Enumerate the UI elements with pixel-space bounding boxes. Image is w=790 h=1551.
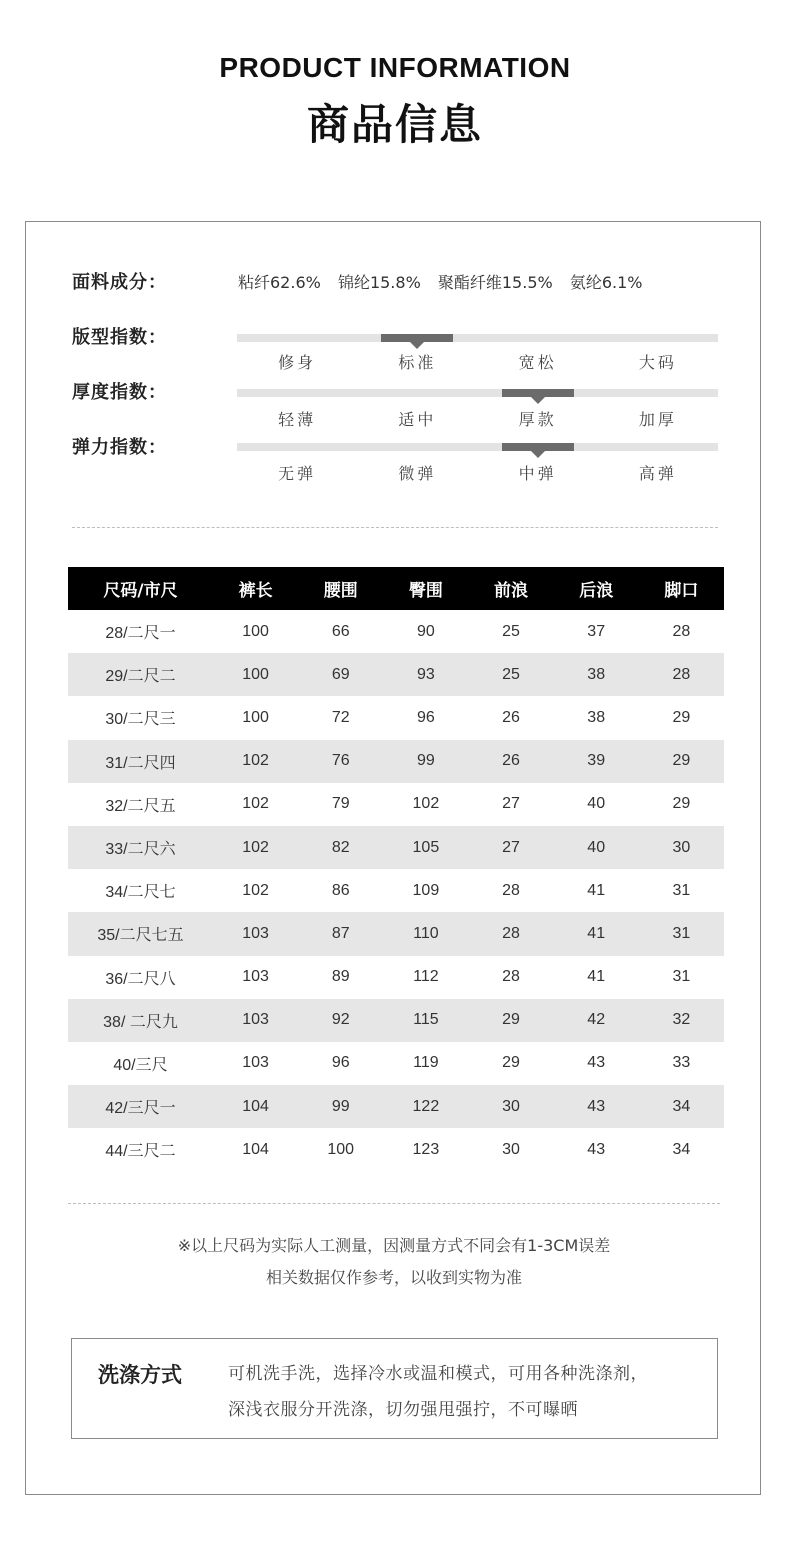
washing-box <box>71 1338 718 1439</box>
thickness-index-track <box>237 389 718 397</box>
table-cell: 28 <box>502 968 520 986</box>
fabric-component: 聚酯纤维15.5% <box>437 273 553 292</box>
table-divider <box>68 1203 720 1204</box>
table-cell: 27 <box>502 795 520 813</box>
elasticity-option: 中弹 <box>518 464 557 483</box>
table-cell: 34 <box>639 1085 724 1128</box>
table-cell: 31 <box>672 968 691 986</box>
title-english: PRODUCT INFORMATION <box>219 52 571 83</box>
table-cell: 103 <box>213 912 298 955</box>
table-row <box>68 1042 724 1085</box>
table-cell: 66 <box>331 622 350 640</box>
table-cell: 30 <box>639 826 724 869</box>
table-row <box>68 1128 724 1171</box>
table-cell: 122 <box>383 1085 468 1128</box>
table-cell: 112 <box>413 968 439 986</box>
reference-note: 相关数据仅作参考，以收到实物为准 <box>265 1268 522 1287</box>
table-cell: 32 <box>639 999 724 1042</box>
measurement-note: ※以上尺码为实际人工测量，因测量方式不同会有1-3CM误差 <box>177 1236 611 1255</box>
table-cell: 102 <box>213 826 298 869</box>
table-cell: 28/二尺一 <box>105 625 176 643</box>
table-cell: 76 <box>298 740 383 783</box>
fit-index-label: 版型指数： <box>72 327 167 348</box>
table-cell: 96 <box>416 708 435 726</box>
table-cell: 37 <box>587 622 606 640</box>
table-cell: 72 <box>331 708 350 726</box>
table-cell: 29 <box>639 740 724 783</box>
table-cell: 30 <box>468 1085 553 1128</box>
table-cell: 44/三尺二 <box>105 1143 176 1161</box>
elasticity-option: 微弹 <box>398 464 437 483</box>
title-chinese: 商品信息 <box>306 100 483 149</box>
table-cell: 86 <box>331 881 350 899</box>
table-cell: 26 <box>468 740 553 783</box>
header-back-rise: 后浪 <box>554 567 639 610</box>
table-cell: 43 <box>587 1140 606 1158</box>
table-cell: 30 <box>502 1140 520 1158</box>
table-row <box>68 696 724 739</box>
table-cell: 28 <box>468 912 553 955</box>
table-cell: 39 <box>554 740 639 783</box>
table-cell: 41 <box>554 912 639 955</box>
table-cell: 104 <box>242 1140 269 1158</box>
table-cell: 38 <box>587 708 606 726</box>
size-table-body <box>68 610 724 1171</box>
table-cell: 100 <box>242 622 269 640</box>
size-table-header-row <box>68 567 724 610</box>
table-cell: 29 <box>672 708 691 726</box>
fabric-label: 面料成分： <box>72 272 167 293</box>
table-cell: 40 <box>554 826 639 869</box>
fit-option: 标准 <box>398 353 437 372</box>
fabric-component: 粘纤62.6% <box>238 273 321 292</box>
table-row <box>68 999 724 1042</box>
elasticity-index-indicator <box>502 443 574 451</box>
table-cell: 115 <box>383 999 468 1042</box>
table-row <box>68 956 724 999</box>
table-row <box>68 610 724 653</box>
washing-instruction-1: 可机洗手洗，选择冷水或温和模式，可用各种洗涤剂， <box>228 1364 648 1384</box>
table-cell: 29 <box>502 1054 520 1072</box>
table-cell: 99 <box>298 1085 383 1128</box>
fit-index-indicator <box>381 334 453 342</box>
thickness-index-label: 厚度指数： <box>72 382 167 403</box>
thickness-index-indicator <box>502 389 574 397</box>
table-cell: 34/二尺七 <box>105 884 176 902</box>
table-cell: 32/二尺五 <box>105 797 176 815</box>
fit-option: 修身 <box>278 353 317 372</box>
thickness-option: 加厚 <box>638 410 677 429</box>
header-leg-opening: 脚口 <box>639 567 724 610</box>
table-cell: 105 <box>383 826 468 869</box>
table-cell: 40 <box>587 795 606 813</box>
table-cell: 69 <box>298 653 383 696</box>
table-cell: 27 <box>468 826 553 869</box>
table-cell: 30/二尺三 <box>105 711 176 729</box>
header-waist: 腰围 <box>298 567 383 610</box>
table-cell: 102 <box>242 795 269 813</box>
table-cell: 100 <box>242 708 269 726</box>
table-row <box>68 869 724 912</box>
table-cell: 29/二尺二 <box>68 653 213 696</box>
size-table <box>68 567 724 1171</box>
table-cell: 28 <box>639 653 724 696</box>
elasticity-index-track <box>237 443 718 451</box>
header-size: 尺码/市尺 <box>68 567 213 610</box>
table-cell: 33/二尺六 <box>68 826 213 869</box>
thickness-option: 适中 <box>398 410 437 429</box>
table-cell: 102 <box>242 881 269 899</box>
table-cell: 103 <box>242 968 269 986</box>
header-front-rise: 前浪 <box>468 567 553 610</box>
table-cell: 109 <box>412 881 440 899</box>
table-cell: 28 <box>502 881 520 899</box>
table-cell: 89 <box>331 968 350 986</box>
table-row <box>68 653 724 696</box>
table-row <box>68 783 724 826</box>
table-cell: 42 <box>554 999 639 1042</box>
table-cell: 31 <box>639 912 724 955</box>
table-cell: 33 <box>672 1054 691 1072</box>
table-cell: 26 <box>502 708 520 726</box>
table-cell: 100 <box>327 1140 355 1158</box>
table-cell: 104 <box>213 1085 298 1128</box>
table-cell: 41 <box>587 968 606 986</box>
table-cell: 119 <box>413 1054 439 1072</box>
fabric-components <box>238 270 654 293</box>
table-cell: 29 <box>672 795 691 813</box>
table-row <box>68 1085 724 1128</box>
washing-instruction-2: 深浅衣服分开洗涤，切勿强甩强拧，不可曝晒 <box>228 1400 578 1420</box>
table-cell: 100 <box>213 653 298 696</box>
washing-title: 洗涤方式 <box>98 1363 182 1387</box>
fit-index-options <box>237 350 718 372</box>
table-cell: 103 <box>213 999 298 1042</box>
table-cell: 79 <box>331 795 350 813</box>
table-cell: 92 <box>298 999 383 1042</box>
table-cell: 35/二尺七五 <box>68 912 213 955</box>
table-cell: 103 <box>242 1054 269 1072</box>
table-cell: 123 <box>412 1140 440 1158</box>
table-cell: 28 <box>672 622 691 640</box>
table-cell: 25 <box>502 622 520 640</box>
table-row <box>68 826 724 869</box>
elasticity-option: 高弹 <box>638 464 677 483</box>
product-info-card <box>25 221 761 1495</box>
table-cell: 43 <box>554 1085 639 1128</box>
table-cell: 102 <box>213 740 298 783</box>
thickness-option: 厚款 <box>518 410 557 429</box>
table-cell: 38/ 二尺九 <box>68 999 213 1042</box>
elasticity-index-options <box>237 461 718 483</box>
section-divider <box>72 527 718 528</box>
thickness-option: 轻薄 <box>278 410 317 429</box>
table-cell: 110 <box>383 912 468 955</box>
table-cell: 87 <box>298 912 383 955</box>
fit-option: 宽松 <box>518 353 557 372</box>
table-cell: 31 <box>672 881 691 899</box>
header-pants-length: 裤长 <box>213 567 298 610</box>
fit-index-track <box>237 334 718 342</box>
table-cell: 96 <box>331 1054 350 1072</box>
table-cell: 40/三尺 <box>113 1056 168 1074</box>
thickness-index-options <box>237 407 718 429</box>
table-cell: 93 <box>383 653 468 696</box>
elasticity-index-label: 弹力指数： <box>72 437 167 458</box>
table-cell: 90 <box>416 622 435 640</box>
fabric-component: 锦纶15.8% <box>337 273 421 292</box>
fit-option: 大码 <box>638 353 677 372</box>
table-cell: 36/二尺八 <box>105 970 176 988</box>
table-cell: 34 <box>672 1140 691 1158</box>
elasticity-option: 无弹 <box>278 464 317 483</box>
table-cell: 38 <box>554 653 639 696</box>
fabric-component: 氨纶6.1% <box>569 273 643 292</box>
table-row <box>68 740 724 783</box>
table-cell: 43 <box>587 1054 606 1072</box>
table-cell: 82 <box>298 826 383 869</box>
table-row <box>68 912 724 955</box>
table-cell: 41 <box>587 881 606 899</box>
table-cell: 99 <box>383 740 468 783</box>
table-cell: 102 <box>412 795 440 813</box>
table-cell: 31/二尺四 <box>68 740 213 783</box>
table-cell: 42/三尺一 <box>68 1085 213 1128</box>
header-hip: 臀围 <box>383 567 468 610</box>
table-cell: 25 <box>468 653 553 696</box>
table-cell: 29 <box>468 999 553 1042</box>
